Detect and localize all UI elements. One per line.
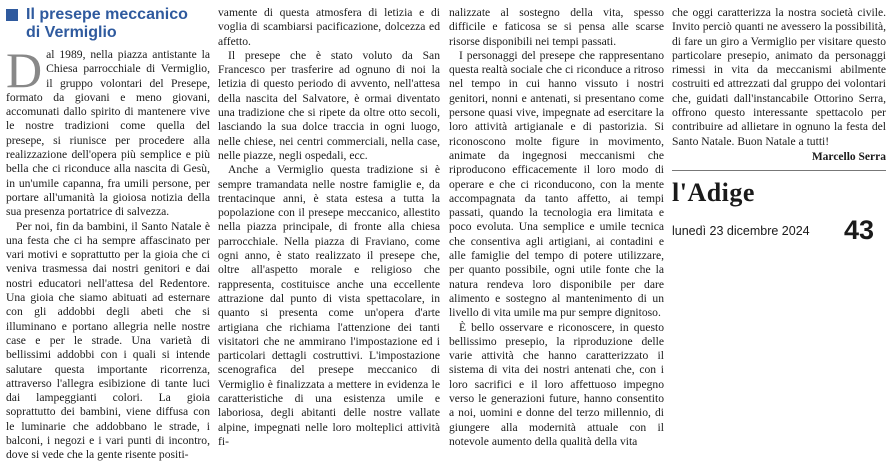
- newspaper-masthead: l'Adige: [672, 178, 755, 208]
- article-paragraph: al 1989, nella piazza antistante la Chiesa parrocchiale di Vermiglio, il gruppo volontari del Presepe, formato da giovani e meno giovani, accomunati dallo spirito di mantenere vive le nostre tradizioni come quella del presepe, si riunisce per procedere alla realizzazione dell'opera più semplice e più bella che ci riconduce alla nascita di Gesù, in un'umile capanna, fra umili persone, per portare all'umanità la gioiosa notizia della sua presenza portatrice di salvezza.: [6, 48, 210, 219]
- headline-square-icon: [6, 9, 18, 21]
- headline-line-1: Il presepe meccanico: [26, 6, 188, 23]
- article-column-1: [6, 6, 210, 463]
- article-paragraph: nalizzate al sostegno della vita, spesso difficile e faticosa se si pensa alle scarse risorse disponibili nei tempi passati.: [449, 6, 664, 48]
- author-signature: Marcello Serra: [811, 150, 886, 163]
- publication-date: lunedì 23 dicembre 2024: [672, 223, 810, 238]
- article-paragraph: Anche a Vermiglio questa tradizione si è sempre tramandata nelle nostre famiglie e, da trentacinque anni, è stata estesa a tutta la popolazione con il presepe meccanico, allestito nella piazza principale, di fronte alla chiesa parrocchiale. Nella piazza di Fraviano, come ogni anno, è stato realizzato il presepe che, oltre all'aspetto morale e religioso che rappresenta, costituisce anche una eccellente attrazione dal punto di vista spettacolare, in quanto si presenta come un'opera d'arte artigiana che richiama l'attenzione dei tanti visitatori che ne ammirano l'impostazione ed i particolari dettagli costruttivi. L'impostazione scenografica del presepe meccanico di Vermiglio è finalizzata a mettere in evidenza le caratteristiche di una esistenza umile e laboriosa, degli abitanti delle nostre vallate alpine, impegnati nelle loro molteplici attività fi-: [218, 163, 440, 448]
- dateline: [672, 217, 886, 244]
- drop-cap: D: [6, 42, 43, 98]
- article-paragraph: Per noi, fin da bambini, il Santo Natale è una festa che ci ha sempre affascinato per vari motivi e soprattutto per la gioia che ci veniva trasmessa dai nostri genitori e dai nostri educatori nell'attesa del Redentore. Una gioia che siamo abituati ad esternare con gli addobbi degli abeti che si illuminano e portano allegria nelle nostre case e per le strade. Una varietà di bellissimi addobbi con i quali si intende salutare questa importante ricorrenza, attraverso l'allegra esibizione di tante luci dai lampeggianti colori. La gioia soprattutto dei bambini, viene diffusa con le luminarie che addobbano le strade, i balconi, i negozi e i vari punti di incontro, dove si vede che la gente risente positi-: [6, 219, 210, 462]
- article-headline: [6, 6, 210, 42]
- article-column-2: [218, 6, 440, 449]
- article-paragraph: I personaggi del presepe che rappresentano questa realtà sociale che ci riconduce a ritroso nel tempo in cui hanno vissuto i nostri genitori, nonni e antenati, si presentano come persone quasi vive, impegnate ad esercitare la loro attività artigianale e di pastorizia. Si riconoscono molte figure in movimento, animate da ingegnosi meccanismi che riproducono efficacemente il loro modo di operare e che ci riconducono, con la mente accompagnata da tanto affetto, ai tempi passati, quando la tecnologia era limitata e poco evoluta. Una semplice e umile tecnica che consentiva agli artigiani, ai contadini e alle famiglie del tempo di potere utilizzare, per quanto possibile, ogni utile fonte che la natura rendeva loro disponibile per dare alimento e sostegno al mantenimento di un livello di vita umile ma pur sempre dignitoso.: [449, 48, 664, 320]
- headline-line-2: di Vermiglio: [26, 24, 117, 41]
- article-column-3: [449, 6, 664, 449]
- page-number: 43: [843, 215, 874, 246]
- article-column-4: [672, 6, 886, 244]
- article-paragraph: vamente di questa atmosfera di letizia e di voglia di scambiarsi pacificazione, dolcezza ed affetto.: [218, 6, 440, 48]
- article-paragraph: Il presepe che è stato voluto da San Francesco per trasferire ad ognuno di noi la letizia di questo periodo di avvento, nell'attesa della nascita del Salvatore, è ormai diventato una tradizione che si ripete da oltre otto secoli, lasciando la sua dolce traccia in ogni luogo, nelle chiese, nei centri commerciali, nella case, nelle piazze, negli ospedali, ecc.: [218, 48, 440, 162]
- divider: [672, 170, 886, 171]
- article-paragraph: che oggi caratterizza la nostra società civile. Invito perciò quanti ne avessero la possibilità, di fare un giro a Vermiglio per visitare questo particolare presepio, animato da personaggi rimessi in vita da meccanismi abilmente costruiti ed attrezzati dal gruppo dei volontari che, guidati dall'instancabile Ottorino Serra, offrono questo interessante spettacolo per contribuire ad allietare in ognuno la festa del Santo Natale. Buon Natale a tutti!: [672, 6, 886, 148]
- article-paragraph: È bello osservare e riconoscere, in questo bellissimo presepio, la riproduzione delle varie attività che hanno caratterizzato il sistema di vita dei nostri antenati che, con i loro sacrifici e il loro affettuoso impegno verso le generazioni future, hanno consentito a noi, uomini e donne del terzo millennio, di giungere alla modernità attuale con il notevole aumento della qualità della vita: [449, 320, 664, 448]
